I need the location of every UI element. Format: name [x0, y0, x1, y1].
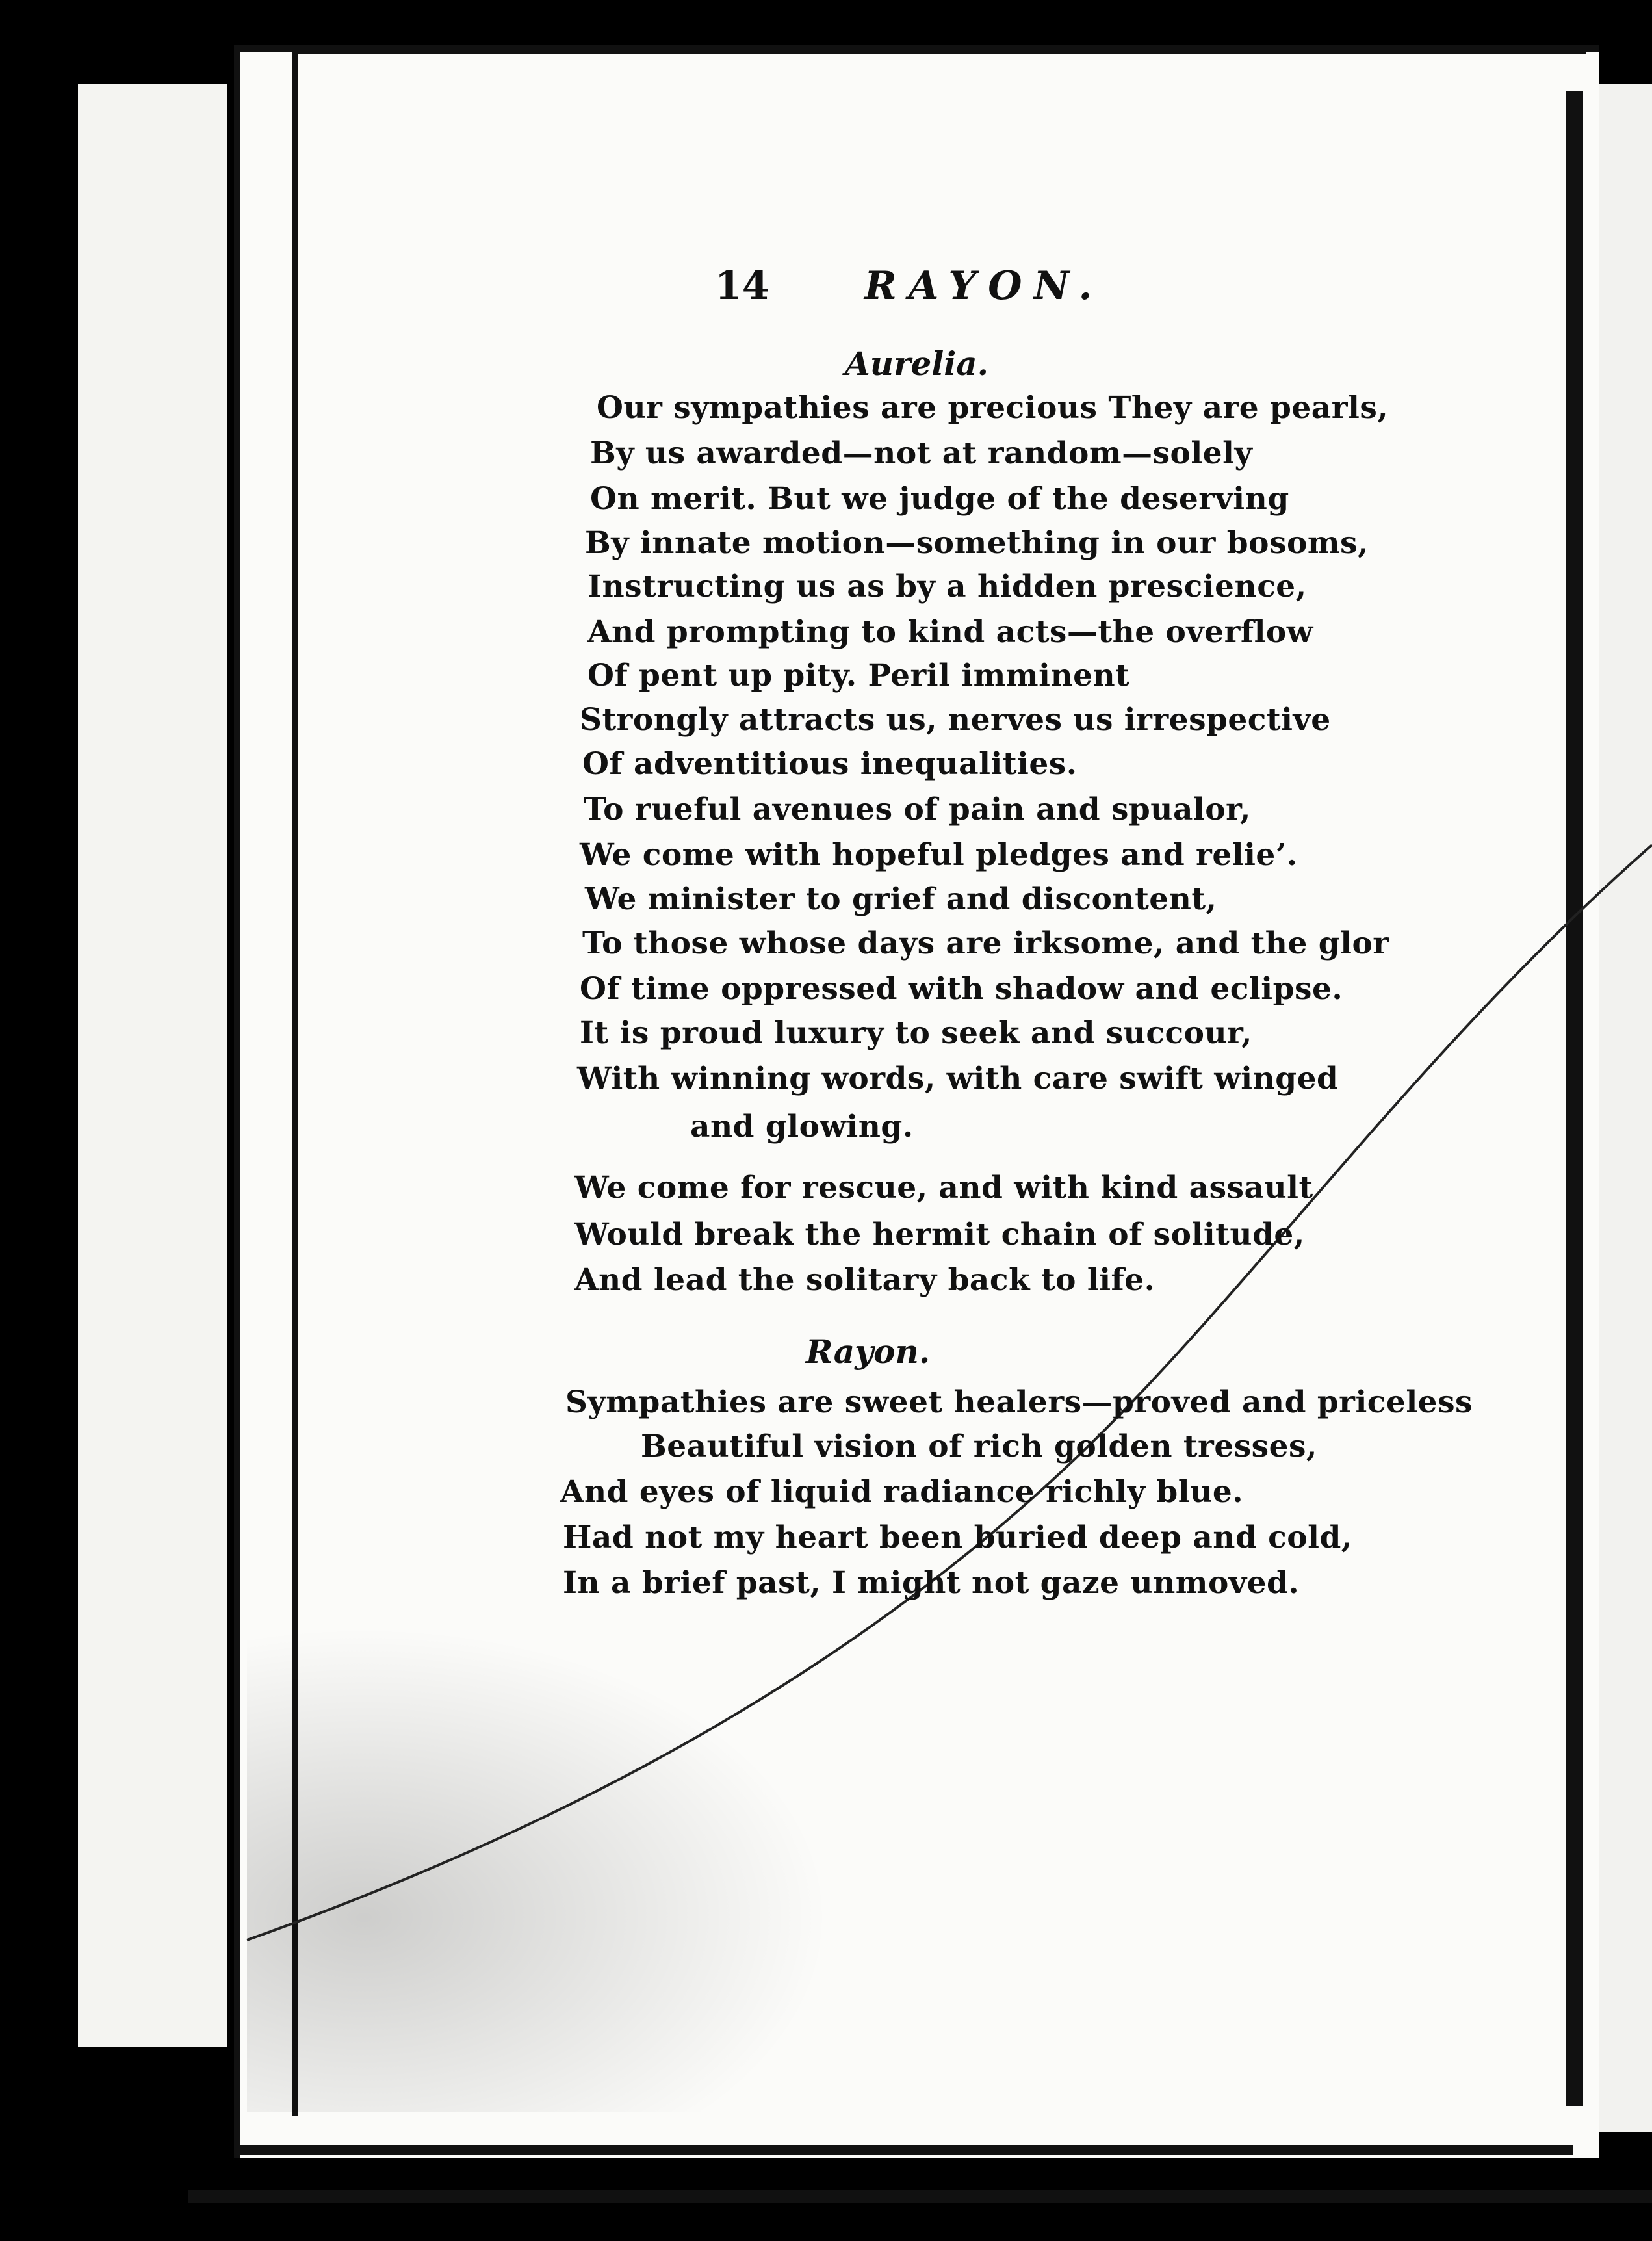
speaker-aurelia: Aurelia.: [845, 344, 989, 383]
verse-line: Would break the hermit chain of solitude,: [574, 1217, 1305, 1252]
verse-line: Our sympathies are precious They are pearls,: [597, 390, 1389, 426]
verse-line: We minister to grief and discontent,: [585, 881, 1217, 917]
verse-line: Had not my heart been buried deep and cold,: [563, 1520, 1352, 1555]
verse-line: It is proud luxury to seek and succour,: [580, 1015, 1252, 1051]
verse-line: With winning words, with care swift winged: [577, 1061, 1339, 1096]
page-number: 14: [715, 263, 769, 309]
verse-line: Beautiful vision of rich golden tresses,: [641, 1429, 1317, 1464]
verse-line: Sympathies are sweet healers—proved and priceless: [565, 1384, 1473, 1420]
verse-line-continuation: and glowing.: [690, 1109, 914, 1145]
verse-line: In a brief past, I might not gaze unmoved.: [563, 1565, 1300, 1601]
verse-line: Instructing us as by a hidden prescience,: [587, 569, 1307, 604]
verse-line: Of adventitious inequalities.: [582, 746, 1078, 782]
verse-line: By innate motion—something in our bosoms,: [585, 525, 1369, 561]
verse-line: To those whose days are irksome, and the glor: [582, 926, 1389, 961]
verse-line: Of pent up pity. Peril imminent: [587, 658, 1130, 693]
verse-line: We come with hopeful pledges and relie’.: [580, 837, 1298, 873]
verse-line: On merit. But we judge of the deserving: [590, 481, 1289, 517]
running-title: RAYON.: [864, 263, 1104, 309]
verse-line: And lead the solitary back to life.: [574, 1262, 1155, 1298]
verse-line: By us awarded—not at random—solely: [590, 435, 1253, 471]
verse-line: And prompting to kind acts—the overflow: [587, 614, 1313, 650]
verse-line: Of time oppressed with shadow and eclipse.: [580, 971, 1343, 1007]
verse-line: To rueful avenues of pain and spualor,: [584, 792, 1251, 827]
verse-line: We come for rescue, and with kind assault: [574, 1170, 1313, 1206]
speaker-rayon: Rayon.: [806, 1332, 931, 1371]
verse-line: Strongly attracts us, nerves us irrespective: [580, 702, 1331, 738]
verse-line: And eyes of liquid radiance richly blue.: [560, 1474, 1244, 1510]
